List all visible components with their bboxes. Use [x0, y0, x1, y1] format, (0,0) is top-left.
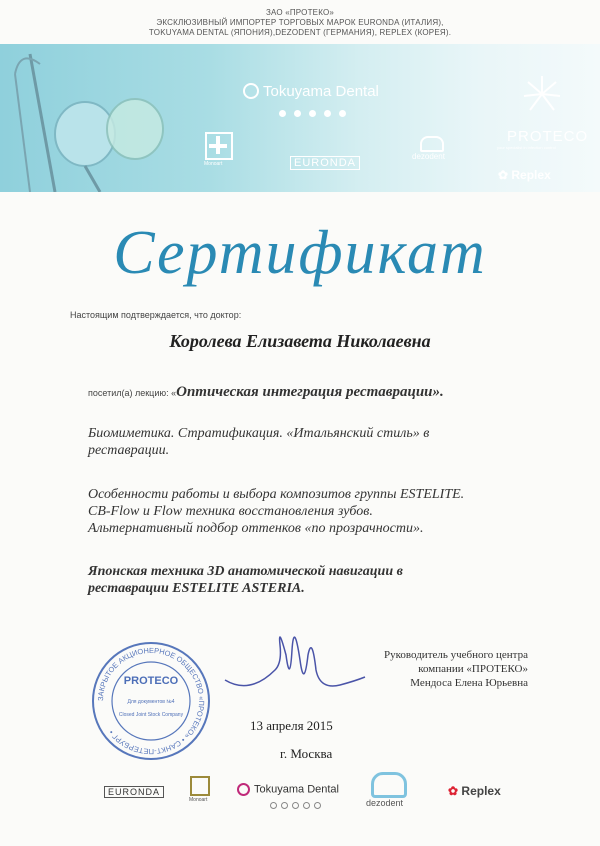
tokuyama-logo: Tokuyama Dental	[243, 82, 379, 100]
footer-tokuyama-logo: Tokuyama Dental	[237, 780, 339, 798]
footer-tokuyama-dots	[268, 796, 323, 814]
logo-banner	[0, 44, 600, 192]
brands-line: TOKUYAMA DENTAL (ЯПОНИЯ),DEZODENT (ГЕРМАНИЯ), REPLEX (КОРЕЯ).	[148, 28, 452, 37]
issue-city: г. Москва	[280, 746, 333, 761]
dezodent-label: dezodent	[412, 152, 445, 161]
company-name: ЗАО «ПРОТЕКО»	[265, 8, 335, 17]
replex-logo: ✿ Replex	[498, 168, 551, 182]
footer-dezodent-label: dezodent	[366, 798, 404, 808]
lecture-line: посетил(а) лекцию: «Оптическая интеграция реставрации».	[88, 384, 444, 400]
dental-tools-image	[0, 44, 200, 192]
proteco-logo: PROTECO	[507, 128, 589, 145]
company-stamp	[90, 640, 212, 762]
dezodent-icon	[420, 136, 444, 152]
tokuyama-icon	[243, 83, 259, 99]
issue-date: 13 апреля 2015	[250, 718, 333, 733]
euronda-logo: EURONDA	[290, 156, 360, 170]
certificate-title: Сертификат	[113, 219, 487, 287]
stamp-ring-text: ЗАКРЫТОЕ АКЦИОНЕРНОЕ ОБЩЕСТВО «ПРОТЕКО» • САНКТ-ПЕТЕРБУРГ •	[95, 645, 207, 757]
doctor-name: Королева Елизавета Николаевна	[169, 331, 431, 351]
stamp-inner: Closed Joint Stock Company	[118, 712, 184, 718]
proteco-tagline: your specialist in infection control	[497, 145, 556, 150]
signature-block: Руководитель учебного центра компании «ПРОТЕКО» Мендоса Елена Юрьевна	[384, 649, 528, 689]
proteco-starburst-icon	[520, 74, 564, 114]
stamp-docs: Для документов №4	[127, 699, 175, 705]
confirm-text: Настоящим подтверждается, что доктор:	[70, 310, 242, 320]
stamp-center: PROTECO	[123, 675, 179, 687]
monoart-icon	[205, 132, 233, 160]
footer-replex-logo: ✿ Replex	[448, 784, 501, 798]
replex-icon: ✿	[448, 784, 459, 798]
topic-2: Особенности работы и выбора композитов группы ESTELITE. CB-Flow и Flow техника восстановления зубов. Альтернативный подбор оттенков «по прозрачности».	[88, 487, 465, 536]
footer-tokuyama-icon	[237, 783, 250, 796]
footer-monoart-icon	[190, 776, 210, 796]
lecture-title: Оптическая интеграция реставрации».	[176, 384, 444, 400]
footer-dezodent-icon	[371, 772, 407, 798]
monoart-label: Monoart	[204, 161, 223, 167]
footer-euronda-logo: EURONDA	[104, 786, 164, 798]
footer-monoart-label: Monoart	[189, 797, 208, 803]
importer-line: ЭКСКЛЮЗИВНЫЙ ИМПОРТЕР ТОРГОВЫХ МАРОК EURONDA (ИТАЛИЯ),	[156, 18, 444, 27]
tokuyama-dots	[275, 104, 350, 122]
topic-1: Биомиметика. Стратификация. «Итальянский стиль» в реставрации.	[88, 426, 430, 458]
topic-3: Японская техника 3D анатомической навигации в реставрации ESTELITE ASTERIA.	[88, 564, 403, 596]
